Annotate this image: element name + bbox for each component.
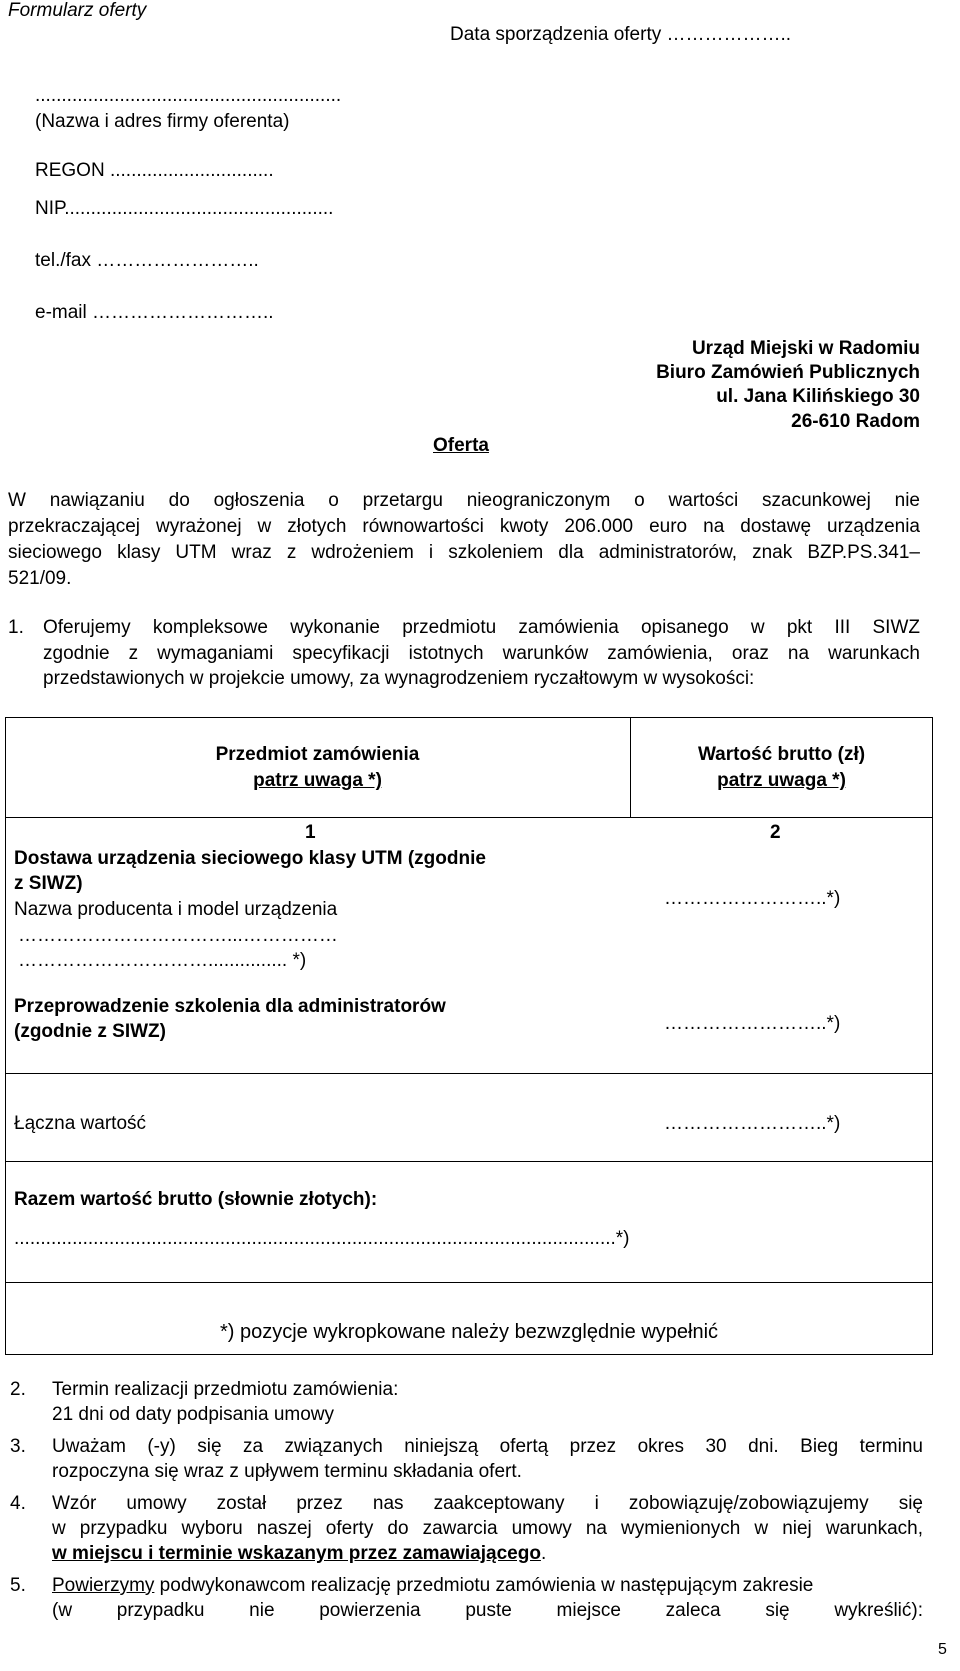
nip-field: NIP...................................................: [35, 198, 334, 219]
table-header-divider: [5, 817, 933, 818]
amount-in-words-dots: ..................................................................................................................*): [14, 1228, 630, 1249]
col2-header: Wartość brutto (zł): [697, 744, 866, 765]
point-2-number: 2.: [10, 1379, 26, 1400]
row-device-dots-2: …………………………............... *): [18, 950, 307, 971]
intro-line-1: W nawiązaniu do ogłoszenia o przetargu nieograniczonym o wartości szacunkowej nie: [8, 490, 920, 511]
col2-note: patrz uwaga *): [717, 770, 846, 791]
intro-line-3: sieciowego klasy UTM wraz z wdrożeniem i szkoleniem dla administratorów, znak BZP.PS.341–: [8, 542, 920, 563]
table-divider-2: [5, 1161, 933, 1162]
recipient-line-4: 26-610 Radom: [791, 411, 920, 432]
company-label: (Nazwa i adres firmy oferenta): [35, 111, 290, 132]
offer-date-line: Data sporządzenia oferty ………………..: [450, 24, 792, 45]
col2-number: 2: [770, 822, 781, 843]
point-3-number: 3.: [10, 1436, 26, 1457]
row-training-value: ……………………..*): [664, 1013, 841, 1034]
point-4-period: .: [540, 1543, 547, 1564]
row-training-title-b: (zgodnie z SIWZ): [14, 1021, 166, 1042]
point-2-line-1: Termin realizacji przedmiotu zamówienia:: [52, 1379, 399, 1400]
col1-header: Przedmiot zamówienia: [215, 744, 420, 765]
row-training-title-a: Przeprowadzenie szkolenia dla administratorów: [14, 996, 446, 1017]
point-3-line-2: rozpoczyna się wraz z upływem terminu składania ofert.: [52, 1461, 522, 1482]
point-4-emphasis: w miejscu i terminie wskazanym przez zamawiającego: [52, 1543, 541, 1564]
point-5-number: 5.: [10, 1575, 26, 1596]
telfax-field: tel./fax ……………………..: [35, 250, 259, 271]
point-5-line-2: (w przypadku nie powierzenia puste miejsce zaleca się wykreślić):: [52, 1600, 923, 1621]
email-field: e-mail ………………………..: [35, 302, 274, 323]
point-5-emphasis: Powierzymy: [52, 1575, 155, 1596]
table-column-divider: [630, 717, 631, 818]
row-device-value: ……………………..*): [664, 888, 841, 909]
row-device-title-a: Dostawa urządzenia sieciowego klasy UTM (zgodnie: [14, 848, 486, 869]
table-divider-3: [5, 1282, 933, 1283]
total-value: ……………………..*): [664, 1113, 841, 1134]
offer-title: Oferta: [433, 435, 489, 456]
table-divider-1: [5, 1073, 933, 1074]
table-footnote: *) pozycje wykropkowane należy bezwzględnie wypełnić: [219, 1321, 719, 1343]
col1-note: patrz uwaga *): [253, 770, 382, 791]
point-1-number: 1.: [8, 617, 24, 638]
point-2-line-2: 21 dni od daty podpisania umowy: [52, 1404, 335, 1425]
row-device-dots-1: ……………………………...……………: [18, 925, 338, 946]
recipient-line-1: Urząd Miejski w Radomiu: [691, 338, 920, 359]
point-3-line-1: Uważam (-y) się za związanych niniejszą ofertą przez okres 30 dni. Bieg terminu: [52, 1436, 923, 1457]
point-1-line-1: Oferujemy kompleksowe wykonanie przedmiotu zamówienia opisanego w pkt III SIWZ: [43, 617, 920, 638]
regon-field: REGON ...............................: [35, 160, 274, 181]
total-label: Łączna wartość: [14, 1113, 147, 1134]
point-5-line-1: podwykonawcom realizację przedmiotu zamówienia w następującym zakresie: [154, 1575, 814, 1596]
point-1-line-3: przedstawionych w projekcie umowy, za wynagrodzeniem ryczałtowym w wysokości:: [43, 668, 755, 689]
company-dots: ..........................................................: [35, 85, 342, 106]
page-number: 5: [938, 1641, 947, 1658]
row-device-title-b: z SIWZ): [14, 873, 83, 894]
row-device-subtitle: Nazwa producenta i model urządzenia: [14, 899, 338, 920]
recipient-line-3: ul. Jana Kilińskiego 30: [716, 386, 920, 407]
intro-line-2: przekraczającej wyrażonej w złotych równowartości kwoty 206.000 euro na dostawę urządzenia: [8, 516, 920, 537]
point-1-line-2: zgodnie z wymaganiami specyfikacji istotnych warunków zamówienia, oraz na warunkach: [43, 643, 920, 664]
recipient-line-2: Biuro Zamówień Publicznych: [656, 362, 920, 383]
form-title: Formularz oferty: [8, 0, 147, 21]
col1-number: 1: [305, 822, 316, 843]
point-4-number: 4.: [10, 1493, 26, 1514]
amount-in-words-label: Razem wartość brutto (słownie złotych):: [14, 1189, 378, 1210]
intro-line-4: 521/09.: [8, 568, 72, 589]
point-4-line-1: Wzór umowy został przez nas zaakceptowany i zobowiązuję/zobowiązujemy się: [52, 1493, 923, 1514]
point-4-line-2: w przypadku wyboru naszej oferty do zawarcia umowy na wymienionych w niej warunkach,: [52, 1518, 923, 1539]
